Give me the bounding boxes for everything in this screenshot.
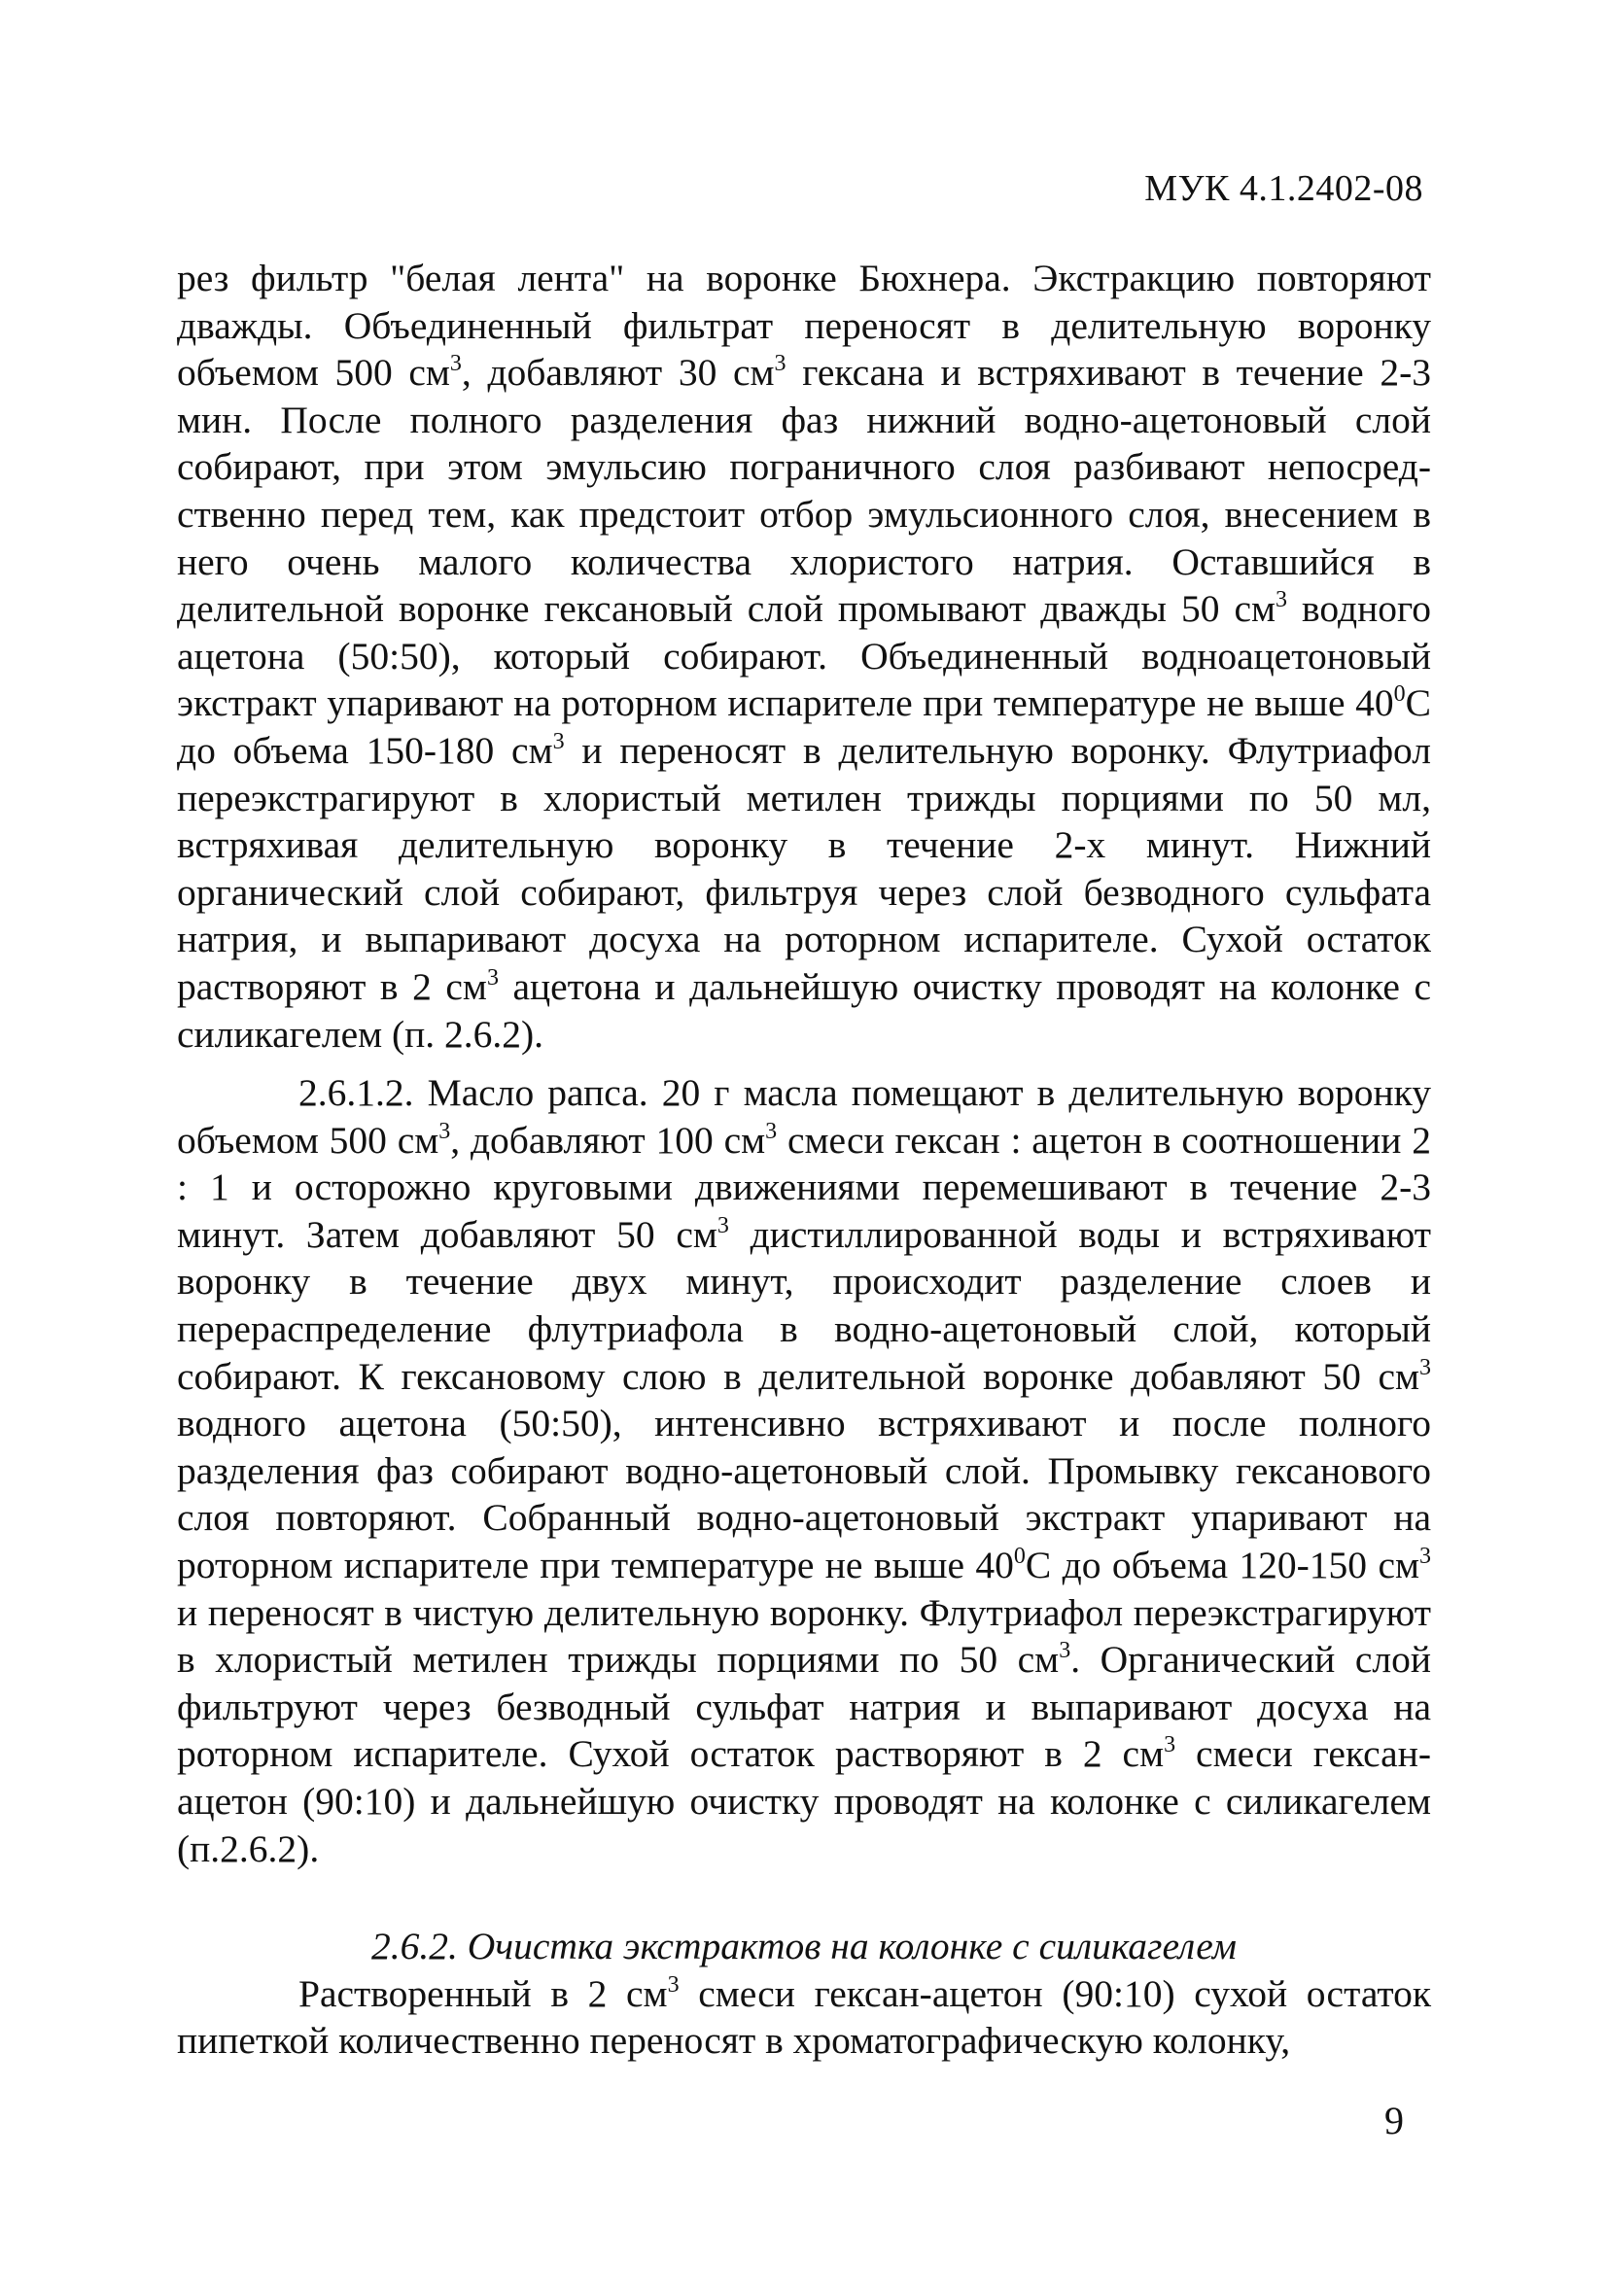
text-run: , добавляют 100 см bbox=[450, 1118, 766, 1162]
text-run: смеси гексан-ацетон (90:10) сухой остаток пипеткой количественно переносят в хроматографическую колонку, bbox=[177, 1971, 1432, 2063]
superscript-cubic: 3 bbox=[1059, 1638, 1071, 1664]
superscript-cubic: 3 bbox=[774, 351, 787, 377]
superscript-cubic: 3 bbox=[1419, 1544, 1431, 1570]
section-heading: 2.6.2. Очистка экстрактов на колонке с силикагелем bbox=[371, 1925, 1237, 1968]
superscript-cubic: 3 bbox=[1419, 1354, 1431, 1380]
text-run: дистиллированной воды и встряхивают воронку в течение двух минут, происходит разделение слоев и перераспределение флутриафола в водно-ацетоновый слой, который собирают. К гексановому слою в делительной воронке добавляют 50 см bbox=[177, 1212, 1431, 1398]
text-run: рез фильтр "белая лента" на воронке Бюхнера. Экстракцию повторяют дважды. Объединенный фильтрат переносят в делительную воронку объемом 500 см bbox=[177, 257, 1431, 395]
text-run: водного ацетона (50:50), который собирают. Объединенный водноацетоновый экстракт упаривают на роторном испарителе при температуре не выше 40 bbox=[177, 587, 1431, 725]
text-run: ацетона и дальнейшую очистку проводят на колонке с силикагелем (п. 2.6.2). bbox=[177, 964, 1431, 1056]
paragraph-silica-column bbox=[177, 1970, 1431, 2065]
superscript-cubic: 3 bbox=[449, 351, 462, 377]
document-body bbox=[177, 255, 1431, 2065]
superscript-cubic: 3 bbox=[486, 964, 499, 991]
text-run: гексана и встряхивают в течение 2-3 мин. После полного разделения фаз нижний водно-ацетоновый слой собирают, при этом эмульсию пограничного слоя разбивают непосредственно перед тем, как предстоит отбор эмульсионного слоя, внесением в него очень малого количества хлористого натрия. Оставшийся в делительной воронке гексановый слой промывают дважды 50 см bbox=[177, 351, 1432, 631]
text-run: и переносят в делительную воронку. Флутриафол переэкстрагируют в хлористый метилен трижды порциями по 50 мл, встряхивая делительную воронку в течение 2-х минут. Нижний органический слой собирают, фильтруя через слой безводного сульфата натрия, и выпаривают досуха на роторном испарителе. Сухой остаток растворяют в 2 см bbox=[177, 728, 1431, 1008]
page-number: 9 bbox=[1384, 2099, 1404, 2142]
superscript-cubic: 3 bbox=[765, 1118, 778, 1144]
text-run: , добавляют 30 см bbox=[461, 351, 775, 395]
superscript-cubic: 3 bbox=[717, 1212, 729, 1238]
text-run: смеси гексан : ацетон в соотношении 2 : 1 и осторожно круговыми движениями перемешивают в течение 2-3 минут. Затем добавляют 50 см bbox=[177, 1118, 1431, 1256]
text-run: . Органический слой фильтруют через безводный сульфат натрия и выпаривают досуха на роторном испарителе. Сухой остаток растворяют в 2 см bbox=[177, 1638, 1431, 1776]
superscript-degree: 0 bbox=[1393, 681, 1406, 708]
text-run: и переносят в чистую делительную воронку. Флутриафол переэкстрагируют в хлористый метилен трижды порциями по 50 см bbox=[177, 1590, 1431, 1682]
text-run: водного ацетона (50:50), интенсивно встряхивают и после полного разделения фаз собирают водно-ацетоновый слой. Промывку гексанового слоя повторяют. Собранный водно-ацетоновый экстракт упаривают на роторном испарителе при температуре не выше 40 bbox=[177, 1402, 1431, 1587]
superscript-cubic: 3 bbox=[1276, 587, 1288, 613]
text-run: С до объема 120-150 см bbox=[1025, 1544, 1419, 1587]
paragraph-rapeseed-oil bbox=[177, 1069, 1431, 1872]
paragraph-filtration-extraction bbox=[177, 255, 1431, 1058]
text-run: смеси гексан-ацетон (90:10) и дальнейшую очистку проводят на колонке с силикагелем (п.2.6.2). bbox=[177, 1732, 1431, 1870]
text-run: 2.6.1.2. Масло рапса. 20 г масла помещают в делительную воронку объемом 500 см bbox=[177, 1071, 1431, 1162]
text-run: Растворенный в 2 см bbox=[298, 1971, 668, 2015]
superscript-cubic: 3 bbox=[1164, 1732, 1176, 1758]
superscript-degree: 0 bbox=[1013, 1544, 1026, 1570]
document-code-header: МУК 4.1.2402-08 bbox=[1144, 168, 1423, 209]
superscript-cubic: 3 bbox=[438, 1118, 451, 1144]
text-run: С до объема 150-180 см bbox=[177, 681, 1431, 772]
superscript-cubic: 3 bbox=[667, 1971, 680, 1998]
superscript-cubic: 3 bbox=[552, 728, 565, 754]
